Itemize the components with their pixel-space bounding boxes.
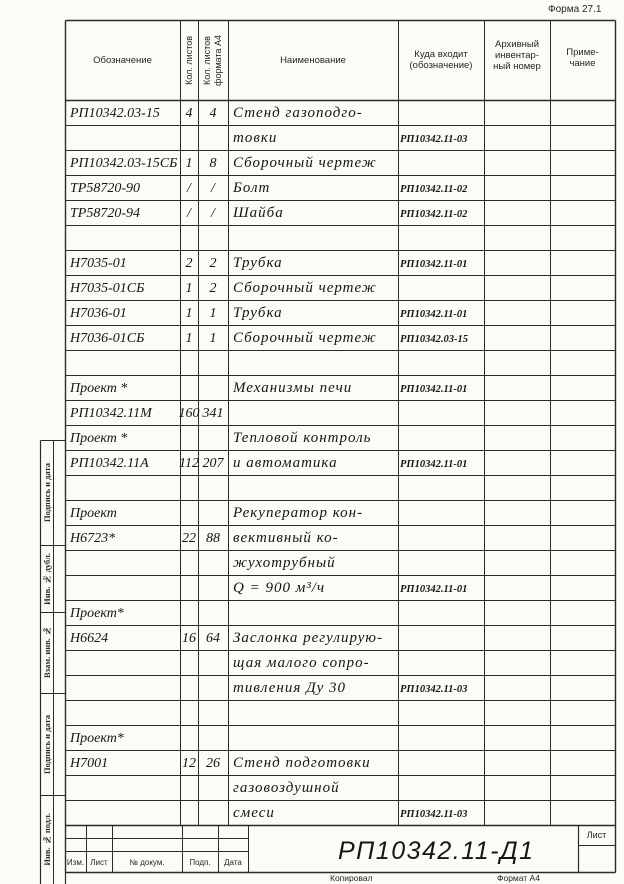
cell-designation: РП10342.11М	[70, 406, 152, 421]
cell-designation: Н7036-01СБ	[70, 331, 145, 346]
cell-sheets-a4: 1	[209, 331, 217, 346]
margin-label: Взам. инв. №	[41, 626, 52, 679]
header-sheets-a4-line-2: формата А4	[213, 34, 223, 86]
title-block-sheet-col-label: Лист	[90, 858, 108, 867]
cell-sheets-a4: 64	[206, 631, 220, 646]
header-note-line-1: Приме-	[566, 46, 599, 58]
margin-field-duplicate-inv	[40, 545, 53, 612]
cell-name: щая малого сопро-	[233, 655, 370, 671]
table-row	[0, 375, 624, 400]
cell-where-used: РП10342.11-01	[400, 383, 468, 395]
cell-where-used	[398, 275, 484, 300]
cell-sheets	[180, 600, 198, 625]
cell-sheets-a4	[198, 225, 228, 250]
cell-name: Болт	[233, 180, 271, 196]
cell-name	[228, 700, 398, 725]
cell-sheets	[180, 475, 198, 500]
cell-sheets-a4: /	[211, 181, 215, 196]
cell-designation	[65, 800, 180, 825]
cell-designation: ТР58720-94	[70, 206, 140, 221]
cell-sheets-a4: 88	[206, 531, 220, 546]
header-where-used-line-1: Куда входит	[414, 49, 468, 60]
table-row	[0, 350, 624, 375]
cell-sheets	[180, 500, 198, 525]
cell-sheets-a4	[198, 700, 228, 725]
cell-sheets-a4	[198, 475, 228, 500]
cell-name: газовоздушной	[233, 780, 340, 796]
cell-sheets-a4	[198, 500, 228, 525]
cell-where-used	[398, 700, 484, 725]
cell-sheets	[180, 225, 198, 250]
document-code: РП10342.11-Д1	[338, 837, 535, 865]
header-note-line-2: чание	[569, 57, 596, 69]
cell-sheets-a4: 2	[209, 256, 217, 271]
cell-where-used	[398, 425, 484, 450]
cell-sheets: /	[187, 206, 191, 221]
table-row	[0, 100, 624, 125]
cell-designation: Н7035-01	[70, 256, 127, 271]
header-sheets-a4-text	[202, 35, 224, 86]
cell-name: Трубка	[233, 305, 283, 321]
cell-sheets: /	[187, 181, 191, 196]
cell-sheets: 12	[182, 756, 196, 771]
cell-name: Шайба	[233, 205, 284, 221]
title-block-doc-number-label: № докум.	[129, 858, 165, 867]
cell-designation	[65, 700, 180, 725]
table-row	[0, 650, 624, 675]
cell-designation	[65, 350, 180, 375]
cell-where-used	[398, 500, 484, 525]
cell-name: жухотрубный	[233, 555, 336, 571]
cell-sheets: 1	[185, 331, 193, 346]
cell-where-used	[398, 150, 484, 175]
cell-where-used	[398, 725, 484, 750]
cell-name	[228, 400, 398, 425]
table-row	[0, 300, 624, 325]
cell-where-used	[398, 550, 484, 575]
header-sheets-a4	[198, 20, 228, 100]
cell-sheets-a4	[198, 375, 228, 400]
margin-field-original-inv	[40, 795, 53, 884]
margin-label: Инв. № дубл.	[41, 552, 52, 605]
cell-sheets	[180, 725, 198, 750]
cell-designation: Н6723*	[70, 531, 116, 546]
cell-sheets-a4	[198, 550, 228, 575]
cell-name: Q = 900 м³/ч	[233, 580, 326, 596]
cell-sheets-a4	[198, 600, 228, 625]
header-note	[550, 20, 615, 95]
cell-where-used	[398, 525, 484, 550]
cell-designation: Проект *	[70, 431, 128, 446]
cell-name: Сборочный чертеж	[233, 330, 377, 346]
cell-designation: Проект	[70, 506, 117, 521]
table-row	[0, 725, 624, 750]
header-where-used-line-2: (обозначение)	[409, 60, 473, 71]
table-row	[0, 700, 624, 725]
cell-sheets-a4	[198, 800, 228, 825]
table-row	[0, 275, 624, 300]
header-sheets-a4-line-1: Кол. листов	[202, 35, 212, 85]
table-row	[0, 325, 624, 350]
table-row	[0, 400, 624, 425]
cell-sheets	[180, 375, 198, 400]
cell-sheets	[180, 550, 198, 575]
cell-designation: РП10342.03-15	[70, 106, 160, 121]
cell-sheets-a4: 1	[209, 306, 217, 321]
cell-where-used: РП10342.11-01	[400, 308, 468, 320]
cell-designation: Н7036-01	[70, 306, 127, 321]
table-row	[0, 675, 624, 700]
cell-name: тивления Ду 30	[233, 680, 347, 696]
cell-where-used: РП10342.11-02	[400, 208, 468, 220]
cell-designation	[65, 125, 180, 150]
cell-where-used: РП10342.03-15	[400, 333, 468, 345]
cell-name: Заслонка регулирую-	[233, 630, 383, 646]
cell-sheets: 1	[185, 306, 193, 321]
cell-sheets-a4: 8	[209, 156, 217, 171]
margin-field-signature-date-1	[40, 440, 53, 545]
margin-field-signature-date-2	[40, 693, 53, 795]
title-block-signature-label: Подп.	[189, 858, 211, 867]
cell-sheets-a4	[198, 725, 228, 750]
header-where-used	[398, 20, 484, 100]
cell-sheets	[180, 575, 198, 600]
cell-sheets: 16	[182, 631, 196, 646]
title-block-sheet-label: Лист	[586, 830, 607, 840]
margin-label: Подпись и дата	[41, 714, 52, 774]
cell-sheets	[180, 800, 198, 825]
cell-where-used	[398, 225, 484, 250]
cell-where-used	[398, 475, 484, 500]
cell-name: Сборочный чертеж	[233, 155, 377, 171]
cell-designation: Проект *	[70, 381, 128, 396]
cell-designation: ТР58720-90	[70, 181, 140, 196]
cell-sheets-a4	[198, 350, 228, 375]
cell-name: Стенд подготовки	[233, 755, 371, 771]
table-row	[0, 500, 624, 525]
cell-name: Сборочный чертеж	[233, 280, 377, 296]
cell-name	[228, 225, 398, 250]
cell-sheets-a4	[198, 775, 228, 800]
cell-designation	[65, 225, 180, 250]
margin-label: Инв. № подл.	[41, 813, 52, 866]
cell-where-used	[398, 100, 484, 125]
header-name	[228, 20, 398, 100]
cell-sheets: 160	[178, 406, 200, 421]
header-sheets-text	[184, 36, 195, 85]
cell-designation: Н6624	[70, 631, 109, 646]
cell-designation	[65, 675, 180, 700]
cell-where-used: РП10342.11-01	[400, 583, 468, 595]
cell-designation	[65, 475, 180, 500]
header-designation-label: Обозначение	[93, 54, 152, 66]
cell-sheets: 1	[185, 156, 193, 171]
table-row	[0, 225, 624, 250]
cell-sheets: 4	[185, 106, 193, 121]
footer-copied-label: Копировал	[330, 873, 373, 883]
cell-name	[228, 350, 398, 375]
header-sheets-label: Кол. листов	[183, 35, 194, 85]
cell-where-used: РП10342.11-02	[400, 183, 468, 195]
header-archive-line-3: ный номер	[493, 60, 541, 72]
cell-name: Тепловой контроль	[233, 430, 372, 446]
table-row	[0, 200, 624, 225]
cell-sheets: 112	[179, 456, 199, 471]
cell-designation: РП10342.11А	[70, 456, 149, 471]
table-row	[0, 775, 624, 800]
table-row	[0, 600, 624, 625]
cell-name: и автоматика	[233, 455, 338, 471]
cell-designation: Н7035-01СБ	[70, 281, 145, 296]
cell-where-used	[398, 600, 484, 625]
cell-sheets: 2	[185, 256, 193, 271]
cell-sheets-a4: 207	[202, 456, 224, 471]
table-row	[0, 125, 624, 150]
cell-sheets-a4	[198, 125, 228, 150]
cell-name: смеси	[233, 805, 275, 821]
header-name-label: Наименование	[280, 54, 346, 66]
cell-sheets-a4	[198, 650, 228, 675]
cell-sheets: 22	[182, 531, 196, 546]
cell-name	[228, 475, 398, 500]
cell-designation: Н7001	[70, 756, 109, 771]
cell-where-used: РП10342.11-01	[400, 458, 468, 470]
table-row	[0, 625, 624, 650]
cell-sheets-a4	[198, 575, 228, 600]
table-row	[0, 175, 624, 200]
table-row	[0, 150, 624, 175]
cell-sheets-a4: 341	[202, 406, 224, 421]
cell-name	[228, 725, 398, 750]
cell-designation: Проект*	[70, 606, 124, 621]
cell-where-used: РП10342.11-01	[400, 258, 468, 270]
margin-label: Подпись и дата	[41, 463, 52, 522]
table-row	[0, 550, 624, 575]
table-row	[0, 525, 624, 550]
cell-designation	[65, 575, 180, 600]
cell-designation	[65, 650, 180, 675]
footer-format-label: Формат А4	[497, 873, 540, 883]
table-row	[0, 425, 624, 450]
cell-where-used	[398, 750, 484, 775]
cell-sheets-a4	[198, 425, 228, 450]
cell-sheets	[180, 650, 198, 675]
header-designation	[65, 20, 180, 100]
cell-where-used	[398, 625, 484, 650]
cell-designation	[65, 550, 180, 575]
table-row	[0, 575, 624, 600]
cell-where-used: РП10342.11-03	[400, 808, 468, 820]
cell-designation: Проект*	[70, 731, 124, 746]
cell-sheets-a4: /	[211, 206, 215, 221]
cell-sheets	[180, 425, 198, 450]
header-archive-number	[484, 20, 550, 90]
margin-field-replaced-inv	[40, 612, 53, 693]
cell-name: вективный ко-	[233, 530, 339, 546]
header-archive-line-2: инвентар-	[495, 49, 539, 61]
table-row	[0, 250, 624, 275]
cell-sheets	[180, 775, 198, 800]
cell-designation: РП10342.03-15СБ	[70, 156, 178, 171]
cell-where-used	[398, 350, 484, 375]
cell-name: Трубка	[233, 255, 283, 271]
cell-where-used	[398, 400, 484, 425]
header-archive-line-1: Архивный	[495, 38, 539, 50]
cell-sheets-a4: 2	[209, 281, 217, 296]
cell-name: Механизмы печи	[233, 380, 353, 396]
cell-sheets	[180, 700, 198, 725]
cell-name: Стенд газоподго-	[233, 105, 363, 121]
title-block-date-label: Дата	[224, 858, 242, 867]
title-block-change-label: Изм.	[66, 858, 85, 867]
cell-name	[228, 600, 398, 625]
table-row	[0, 750, 624, 775]
cell-sheets-a4: 4	[209, 106, 217, 121]
cell-sheets	[180, 675, 198, 700]
cell-where-used	[398, 650, 484, 675]
header-sheets	[180, 20, 198, 100]
table-row	[0, 475, 624, 500]
cell-where-used	[398, 775, 484, 800]
cell-designation	[65, 775, 180, 800]
cell-name: товки	[233, 130, 278, 146]
cell-sheets: 1	[185, 281, 193, 296]
form-number-label: Форма 27.1	[548, 4, 602, 15]
cell-name: Рекуператор кон-	[233, 505, 364, 521]
cell-sheets	[180, 125, 198, 150]
table-row	[0, 800, 624, 825]
table-row	[0, 450, 624, 475]
cell-sheets-a4: 26	[206, 756, 220, 771]
cell-sheets-a4	[198, 675, 228, 700]
cell-where-used: РП10342.11-03	[400, 133, 468, 145]
cell-where-used: РП10342.11-03	[400, 683, 468, 695]
cell-sheets	[180, 350, 198, 375]
